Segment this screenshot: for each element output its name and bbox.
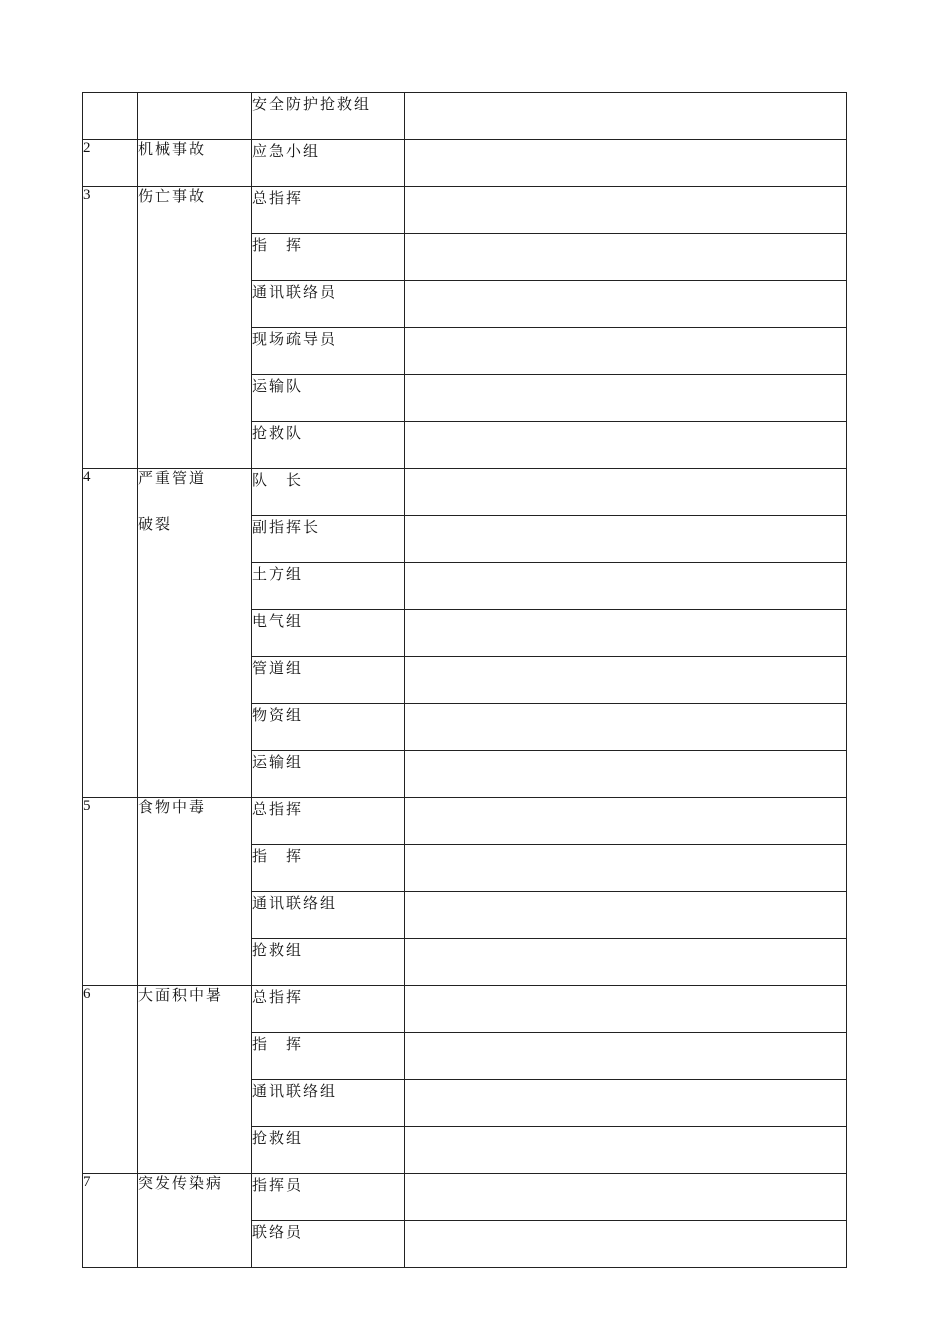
personnel-cell[interactable]: [405, 187, 847, 234]
personnel-cell[interactable]: [405, 1127, 847, 1174]
personnel-cell[interactable]: [405, 892, 847, 939]
accident-type-cell: [138, 798, 252, 986]
personnel-cell[interactable]: [405, 422, 847, 469]
row-number-cell: 3: [83, 187, 138, 469]
personnel-cell[interactable]: [405, 845, 847, 892]
role-cell: 物资组: [252, 704, 405, 751]
role-cell: 队 长: [252, 469, 405, 516]
personnel-cell[interactable]: [405, 375, 847, 422]
row-number-cell: 2: [83, 140, 138, 187]
accident-type-cell: [138, 93, 252, 140]
role-cell: 通讯联络员: [252, 281, 405, 328]
accident-type-text: 突发传染病: [138, 1174, 224, 1192]
personnel-cell[interactable]: [405, 610, 847, 657]
table-row: [83, 986, 847, 1033]
table-row: [83, 469, 847, 516]
emergency-organization-table: [82, 92, 847, 1268]
personnel-cell[interactable]: [405, 939, 847, 986]
table-row: [83, 798, 847, 845]
role-cell: 应急小组: [252, 140, 405, 187]
role-cell: 电气组: [252, 610, 405, 657]
accident-type-text: 伤亡事故: [138, 187, 207, 205]
personnel-cell[interactable]: [405, 328, 847, 375]
role-cell: 抢救组: [252, 1127, 405, 1174]
accident-type-text: 严重管道: [138, 469, 207, 487]
personnel-cell[interactable]: [405, 1033, 847, 1080]
personnel-cell[interactable]: [405, 234, 847, 281]
role-cell: 指 挥: [252, 1033, 405, 1080]
table-row: [83, 93, 847, 140]
row-number-cell: 4: [83, 469, 138, 798]
accident-type-cell: [138, 469, 252, 798]
accident-type-text: 破裂: [138, 515, 173, 533]
role-cell: 运输组: [252, 751, 405, 798]
role-cell: 现场疏导员: [252, 328, 405, 375]
accident-type-text: 食物中毒: [138, 798, 207, 816]
role-cell: 指 挥: [252, 234, 405, 281]
row-number-cell: 6: [83, 986, 138, 1174]
role-cell: 安全防护抢救组: [252, 93, 405, 140]
accident-type-cell: [138, 986, 252, 1174]
row-number-cell: 7: [83, 1174, 138, 1268]
accident-type-cell: [138, 1174, 252, 1268]
accident-type-cell: [138, 187, 252, 469]
role-cell: 通讯联络组: [252, 1080, 405, 1127]
personnel-cell[interactable]: [405, 986, 847, 1033]
personnel-cell[interactable]: [405, 704, 847, 751]
personnel-cell[interactable]: [405, 469, 847, 516]
accident-type-cell: [138, 140, 252, 187]
row-number-cell: [83, 93, 138, 140]
personnel-cell[interactable]: [405, 93, 847, 140]
personnel-cell[interactable]: [405, 1080, 847, 1127]
table-row: [83, 140, 847, 187]
personnel-cell[interactable]: [405, 140, 847, 187]
role-cell: 副指挥长: [252, 516, 405, 563]
role-cell: 抢救组: [252, 939, 405, 986]
role-cell: 抢救队: [252, 422, 405, 469]
role-cell: 总指挥: [252, 986, 405, 1033]
role-cell: 联络员: [252, 1221, 405, 1268]
role-cell: 总指挥: [252, 187, 405, 234]
role-cell: 通讯联络组: [252, 892, 405, 939]
role-cell: 指 挥: [252, 845, 405, 892]
role-cell: 运输队: [252, 375, 405, 422]
row-number-cell: 5: [83, 798, 138, 986]
table-row: [83, 1174, 847, 1221]
accident-type-text: 机械事故: [138, 140, 207, 158]
role-cell: 土方组: [252, 563, 405, 610]
table-row: [83, 187, 847, 234]
personnel-cell[interactable]: [405, 281, 847, 328]
role-cell: 指挥员: [252, 1174, 405, 1221]
role-cell: 管道组: [252, 657, 405, 704]
table-body: [83, 93, 847, 1268]
personnel-cell[interactable]: [405, 751, 847, 798]
role-cell: 总指挥: [252, 798, 405, 845]
personnel-cell[interactable]: [405, 657, 847, 704]
personnel-cell[interactable]: [405, 516, 847, 563]
personnel-cell[interactable]: [405, 798, 847, 845]
personnel-cell[interactable]: [405, 1174, 847, 1221]
personnel-cell[interactable]: [405, 1221, 847, 1268]
accident-type-text: 大面积中暑: [138, 986, 224, 1004]
personnel-cell[interactable]: [405, 563, 847, 610]
